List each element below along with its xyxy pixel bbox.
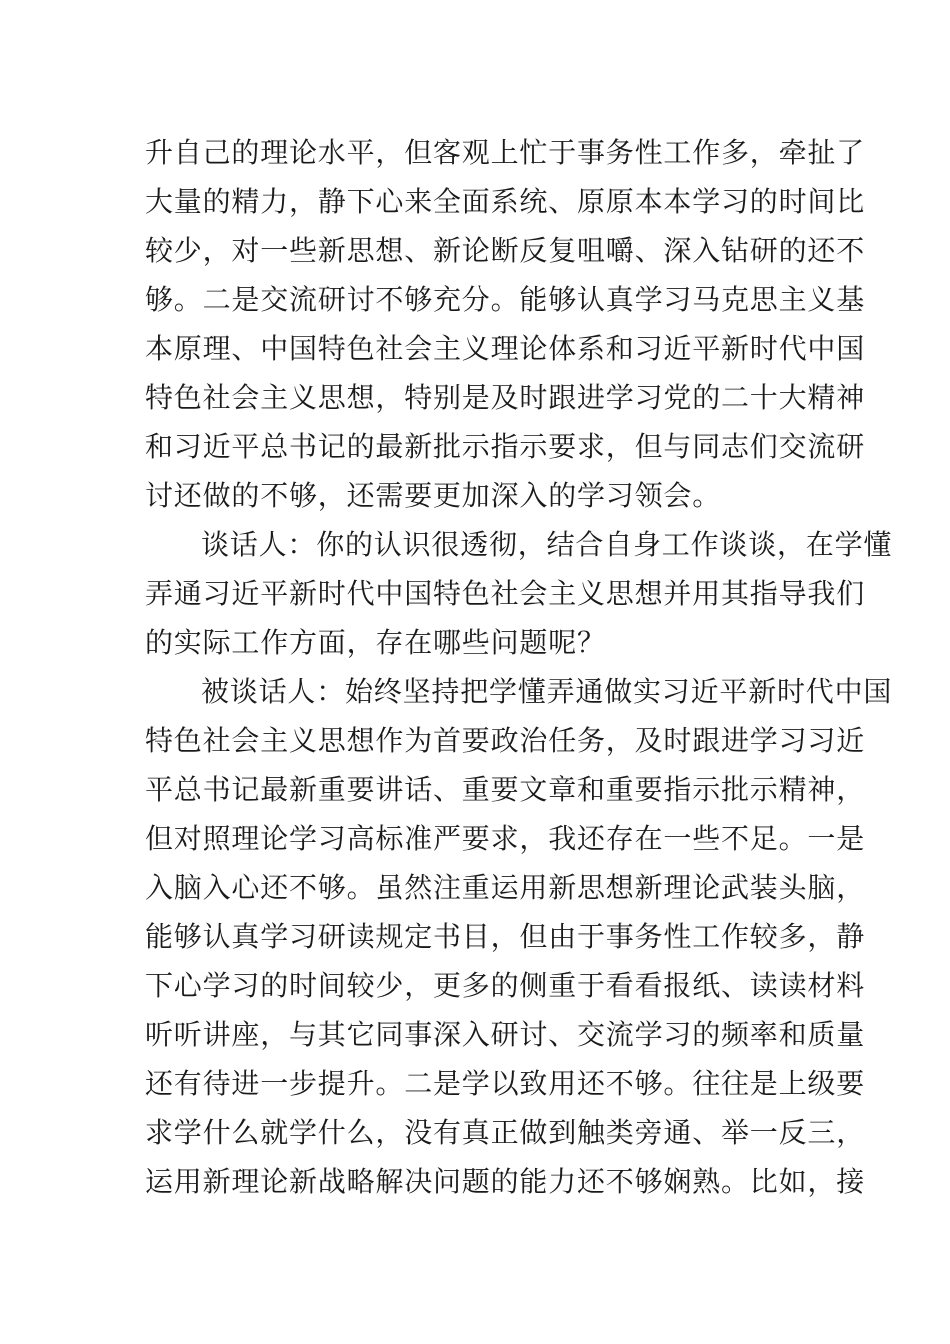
text-line: 平总书记最新重要讲话、重要文章和重要指示批示精神，: [145, 773, 866, 806]
text-line: 下心学习的时间较少，更多的侧重于看看报纸、读读材料: [145, 969, 866, 1002]
text-line: 较少，对一些新思想、新论断反复咀嚼、深入钻研的还不: [145, 234, 866, 267]
text-line: 讨还做的不够，还需要更加深入的学习领会。: [145, 479, 722, 512]
text-line: 能够认真学习研读规定书目，但由于事务性工作较多，静: [145, 920, 866, 953]
speaker-paragraph-start: 谈话人：你的认识很透彻，结合自身工作谈谈，在学懂: [201, 528, 893, 561]
text-line: 听听讲座，与其它同事深入研讨、交流学习的频率和质量: [145, 1018, 866, 1051]
text-line: 但对照理论学习高标准严要求，我还存在一些不足。一是: [145, 822, 866, 855]
text-line: 还有待进一步提升。二是学以致用还不够。往往是上级要: [145, 1067, 866, 1100]
text-line: 本原理、中国特色社会主义理论体系和习近平新时代中国: [145, 332, 866, 365]
text-line: 和习近平总书记的最新批示指示要求，但与同志们交流研: [145, 430, 866, 463]
text-line: 运用新理论新战略解决问题的能力还不够娴熟。比如，接: [145, 1165, 866, 1198]
text-line: 特色社会主义思想作为首要政治任务，及时跟进学习习近: [145, 724, 866, 757]
text-line: 够。二是交流研讨不够充分。能够认真学习马克思主义基: [145, 283, 866, 316]
text-line: 特色社会主义思想，特别是及时跟进学习党的二十大精神: [145, 381, 866, 414]
body-text: [145, 128, 893, 1206]
text-line: 升自己的理论水平，但客观上忙于事务性工作多，牵扯了: [145, 136, 866, 169]
text-line: 求学什么就学什么，没有真正做到触类旁通、举一反三，: [145, 1116, 866, 1149]
text-line: 弄通习近平新时代中国特色社会主义思想并用其指导我们: [145, 577, 866, 610]
text-line: 的实际工作方面，存在哪些问题呢？: [145, 626, 606, 659]
text-line: 入脑入心还不够。虽然注重运用新思想新理论武装头脑，: [145, 871, 866, 904]
text-line: 大量的精力，静下心来全面系统、原原本本学习的时间比: [145, 185, 866, 218]
speaker-paragraph-start: 被谈话人：始终坚持把学懂弄通做实习近平新时代中国: [201, 675, 893, 708]
